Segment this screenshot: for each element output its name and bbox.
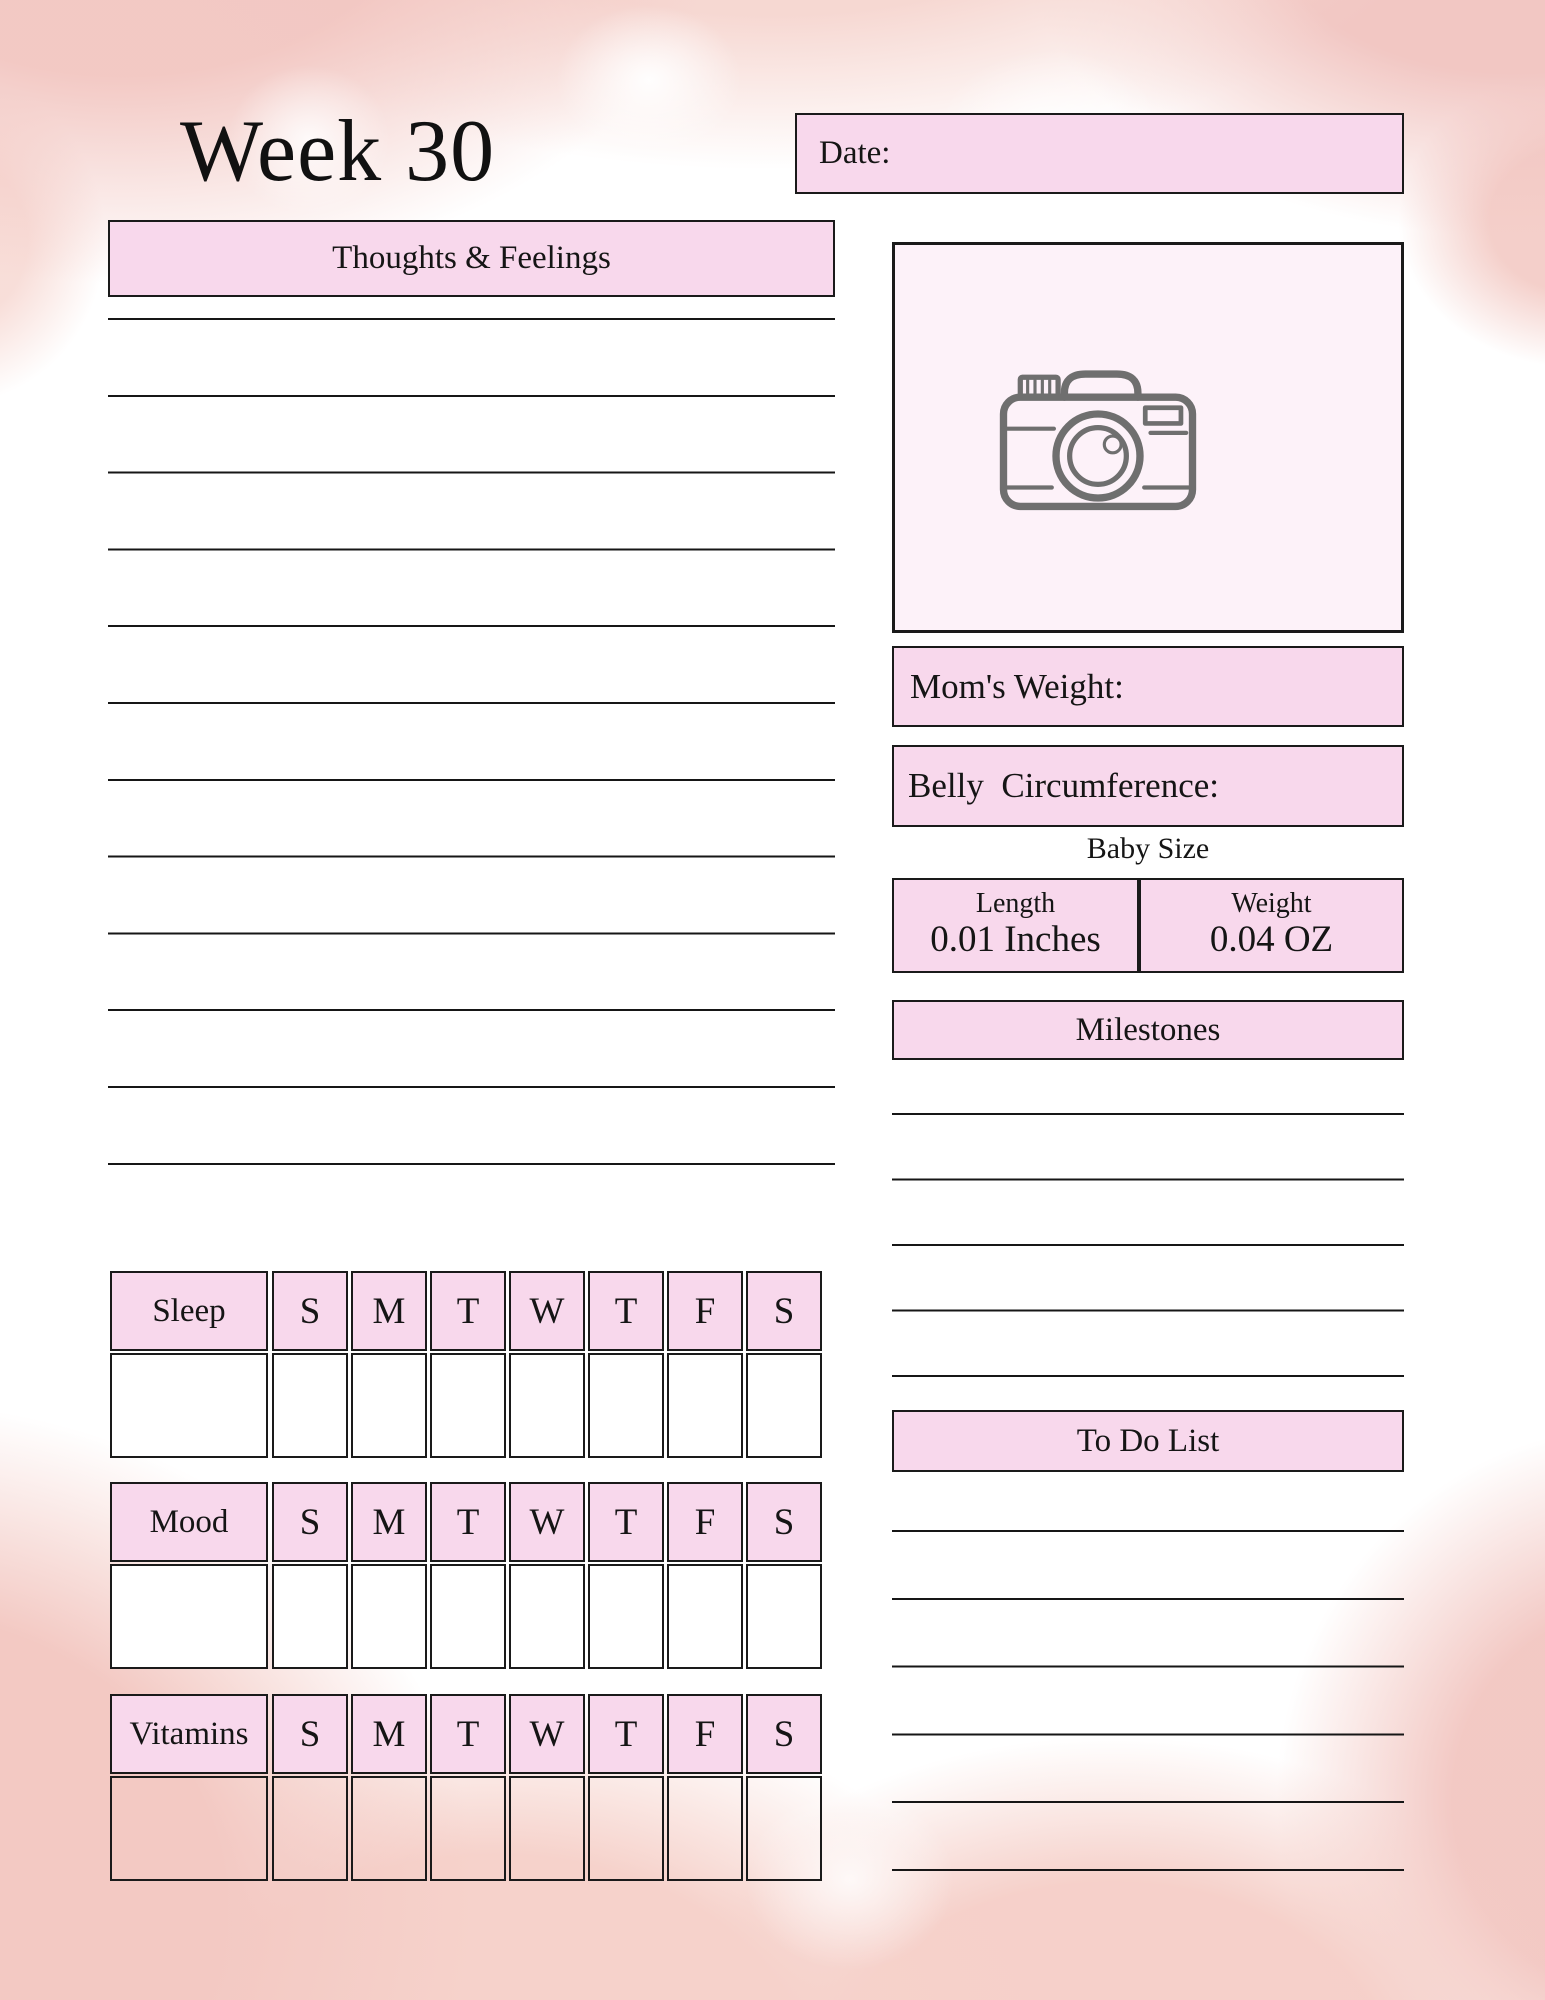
thoughts-ruled-lines[interactable] [108, 318, 835, 1166]
tracker-day-column [272, 1482, 348, 1669]
date-field[interactable] [795, 113, 1404, 194]
todo-ruled-lines[interactable] [892, 1530, 1404, 1872]
sleep-tracker-label-cell[interactable] [110, 1353, 268, 1458]
tracker-day-column [509, 1694, 585, 1881]
tracker-day-column [430, 1271, 506, 1458]
tracker-day-cell[interactable] [509, 1564, 585, 1669]
tracker-day-cell[interactable] [272, 1776, 348, 1881]
moms-weight-field[interactable] [892, 646, 1404, 727]
tracker-day-header: F [667, 1482, 743, 1562]
baby-weight-label: Weight [1231, 887, 1312, 919]
tracker-day-column [272, 1271, 348, 1458]
mood-tracker-label: Mood [110, 1482, 268, 1562]
tracker-day-cell[interactable] [351, 1776, 427, 1881]
tracker-day-header: W [509, 1694, 585, 1774]
tracker-day-header: F [667, 1271, 743, 1351]
tracker-day-header: T [588, 1482, 664, 1562]
tracker-day-column [588, 1271, 664, 1458]
tracker-day-column [588, 1694, 664, 1881]
tracker-label-column [110, 1694, 268, 1881]
tracker-day-header: W [509, 1482, 585, 1562]
tracker-day-column [351, 1271, 427, 1458]
tracker-day-cell[interactable] [746, 1564, 822, 1669]
tracker-day-column [746, 1482, 822, 1669]
tracker-day-header: M [351, 1694, 427, 1774]
moms-weight-label: Mom's Weight: [910, 666, 1124, 706]
tracker-day-cell[interactable] [746, 1353, 822, 1458]
tracker-day-column [667, 1482, 743, 1669]
tracker-day-cell[interactable] [667, 1776, 743, 1881]
tracker-day-column [667, 1271, 743, 1458]
tracker-day-header: S [272, 1271, 348, 1351]
baby-weight-cell [1139, 878, 1404, 973]
tracker-day-cell[interactable] [430, 1776, 506, 1881]
vitamins-tracker-days [272, 1694, 822, 1881]
tracker-label-column [110, 1482, 268, 1669]
tracker-day-column [430, 1694, 506, 1881]
baby-size-title: Baby Size [1086, 832, 1210, 865]
milestones-header [892, 1000, 1404, 1060]
tracker-day-cell[interactable] [351, 1564, 427, 1669]
tracker-day-header: T [588, 1271, 664, 1351]
baby-length-cell [892, 878, 1139, 973]
vitamins-tracker [110, 1694, 822, 1881]
camera-icon [993, 355, 1203, 515]
belly-circumference-label: Belly Circumference: [908, 766, 1219, 805]
tracker-day-column [351, 1482, 427, 1669]
tracker-day-header: F [667, 1694, 743, 1774]
page-title: Week 30 [180, 103, 496, 200]
baby-weight-value: 0.04 OZ [1209, 919, 1334, 960]
tracker-day-header: S [746, 1271, 822, 1351]
vitamins-tracker-label: Vitamins [110, 1694, 268, 1774]
tracker-day-header: S [746, 1694, 822, 1774]
tracker-day-column [509, 1271, 585, 1458]
tracker-day-header: S [272, 1694, 348, 1774]
tracker-day-header: W [509, 1271, 585, 1351]
tracker-day-header: T [430, 1694, 506, 1774]
tracker-day-header: M [351, 1271, 427, 1351]
baby-length-value: 0.01 Inches [930, 919, 1101, 960]
sleep-tracker-days [272, 1271, 822, 1458]
tracker-day-column [430, 1482, 506, 1669]
tracker-day-cell[interactable] [746, 1776, 822, 1881]
tracker-day-header: S [746, 1482, 822, 1562]
tracker-day-cell[interactable] [430, 1353, 506, 1458]
tracker-day-cell[interactable] [667, 1564, 743, 1669]
tracker-day-cell[interactable] [588, 1353, 664, 1458]
tracker-day-cell[interactable] [272, 1564, 348, 1669]
baby-length-label: Length [975, 887, 1056, 919]
milestones-title: Milestones [1075, 1011, 1221, 1048]
tracker-day-cell[interactable] [272, 1353, 348, 1458]
tracker-day-header: M [351, 1482, 427, 1562]
tracker-day-cell[interactable] [588, 1776, 664, 1881]
thoughts-feelings-title: Thoughts & Feelings [332, 240, 611, 276]
photo-placeholder[interactable] [892, 242, 1404, 633]
tracker-day-header: T [430, 1271, 506, 1351]
tracker-day-column [351, 1694, 427, 1881]
tracker-day-column [272, 1694, 348, 1881]
mood-tracker-label-cell[interactable] [110, 1564, 268, 1669]
tracker-day-cell[interactable] [430, 1564, 506, 1669]
mood-tracker-days [272, 1482, 822, 1669]
tracker-day-cell[interactable] [667, 1353, 743, 1458]
date-label: Date: [819, 135, 891, 171]
tracker-label-column [110, 1271, 268, 1458]
tracker-day-cell[interactable] [588, 1564, 664, 1669]
belly-circumference-field[interactable] [892, 745, 1404, 827]
tracker-day-cell[interactable] [509, 1353, 585, 1458]
vitamins-tracker-label-cell[interactable] [110, 1776, 268, 1881]
thoughts-feelings-header [108, 220, 835, 297]
todo-list-header [892, 1410, 1404, 1472]
tracker-day-cell[interactable] [509, 1776, 585, 1881]
todo-list-title: To Do List [1076, 1422, 1220, 1459]
tracker-day-header: T [430, 1482, 506, 1562]
sleep-tracker-label: Sleep [110, 1271, 268, 1351]
tracker-day-cell[interactable] [351, 1353, 427, 1458]
tracker-day-header: T [588, 1694, 664, 1774]
tracker-day-column [746, 1271, 822, 1458]
tracker-day-header: S [272, 1482, 348, 1562]
mood-tracker [110, 1482, 822, 1669]
sleep-tracker [110, 1271, 822, 1458]
tracker-day-column [509, 1482, 585, 1669]
tracker-day-column [746, 1694, 822, 1881]
milestones-ruled-lines[interactable] [892, 1113, 1404, 1378]
tracker-day-column [667, 1694, 743, 1881]
baby-size-table [892, 878, 1404, 973]
tracker-day-column [588, 1482, 664, 1669]
